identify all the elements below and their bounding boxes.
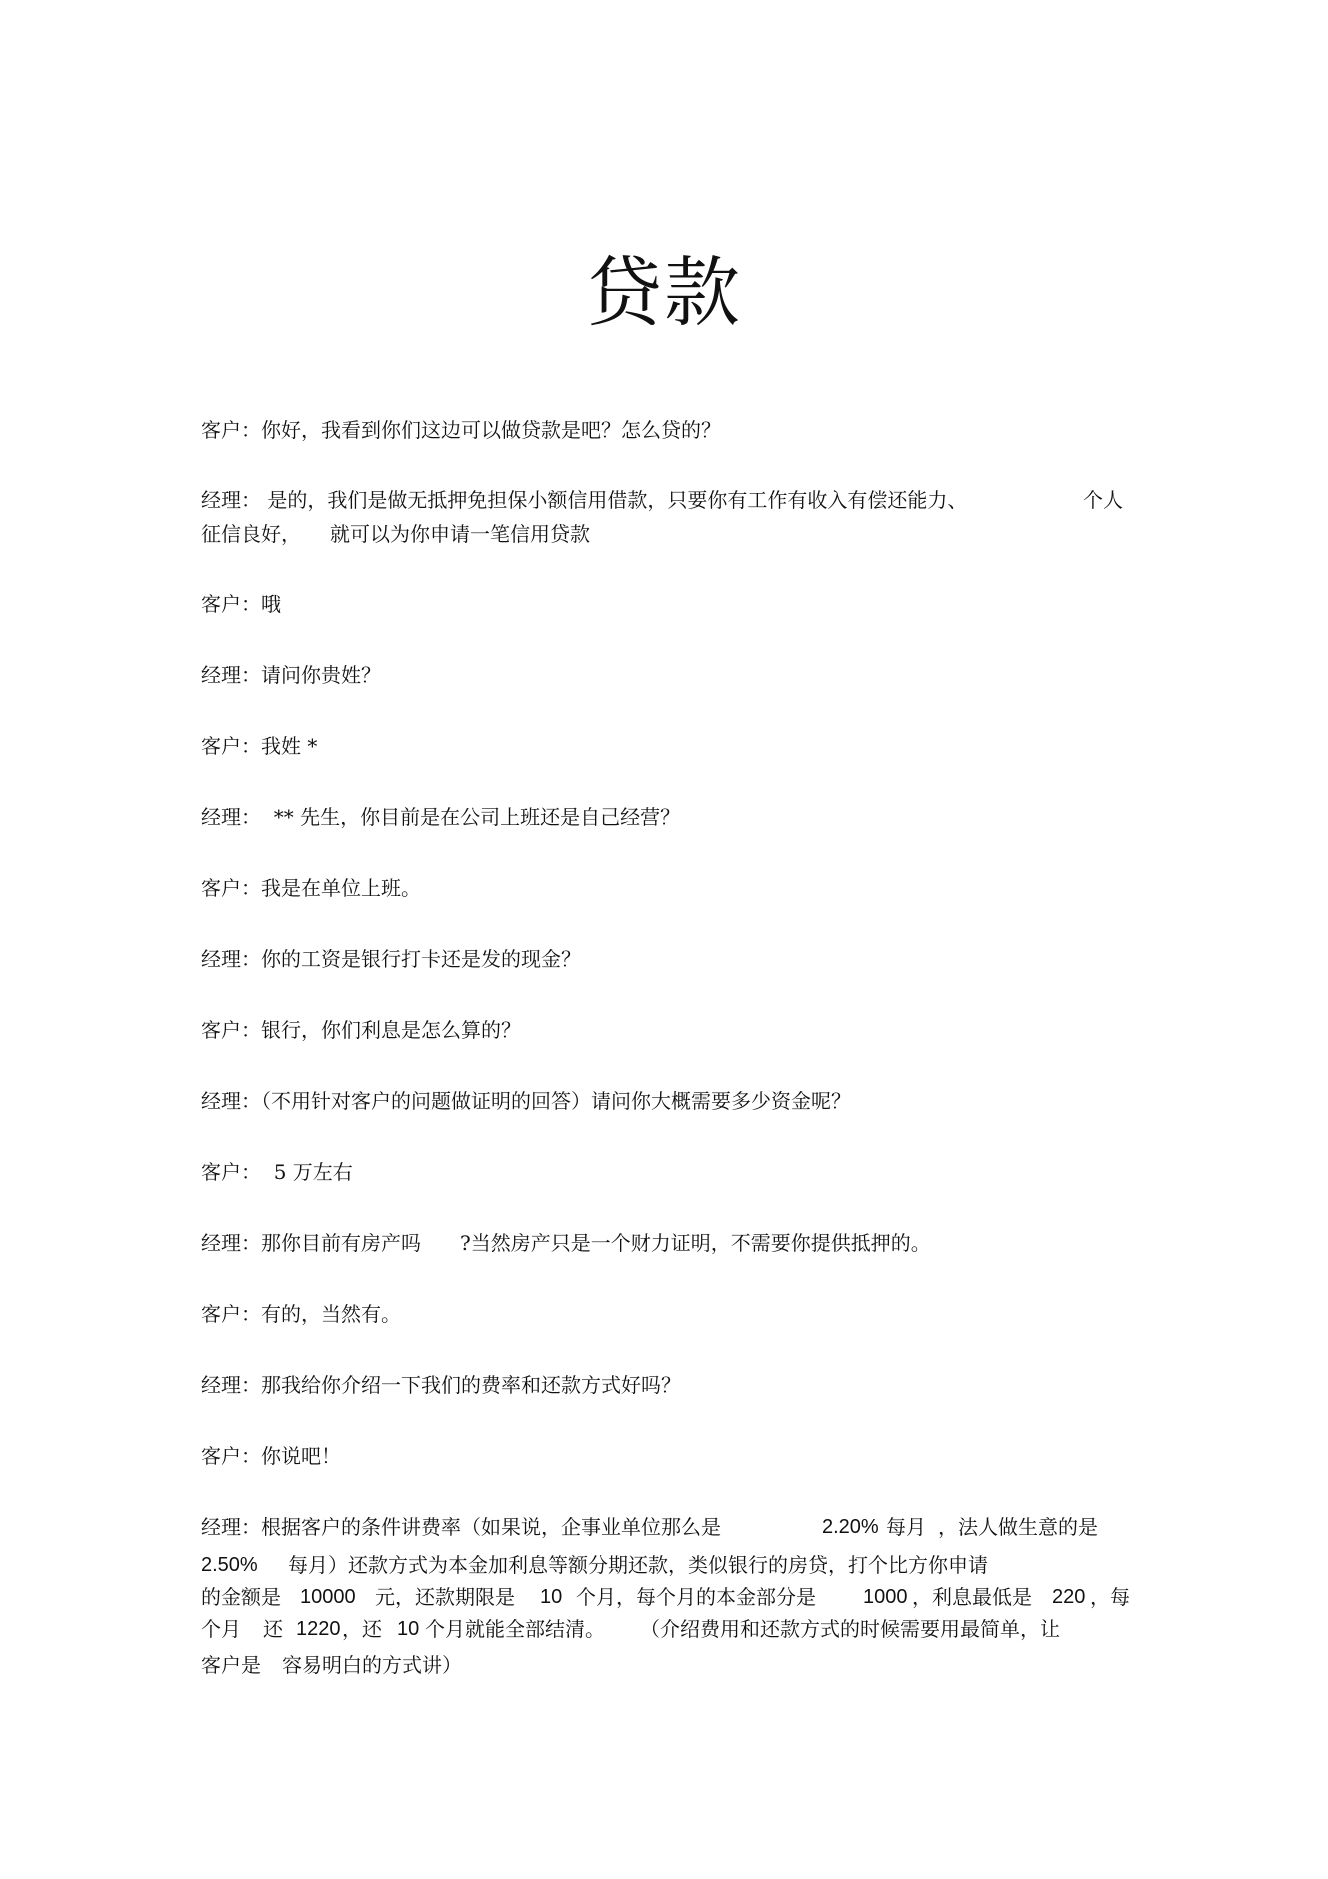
dialogue-line: 经理： 是的，我们是做无抵押免担保小额信用借款，只要你有工作有收入有偿还能力、: [201, 488, 968, 512]
dialogue-text-continued: 容易明白的方式讲）: [282, 1653, 462, 1677]
dialogue-text-continued: ，法人做生意的是: [938, 1515, 1098, 1539]
dialogue-text: 我是在单位上班。: [261, 876, 421, 900]
rate-value: 2.20%: [822, 1516, 879, 1538]
dialogue-text-continued: ，还: [342, 1617, 382, 1641]
dialogue-line: 客户：银行，你们利息是怎么算的？: [201, 1018, 521, 1042]
dialogue-text-continued: （介绍费用和还款方式的时候需要用最简单，让: [640, 1617, 1060, 1641]
dialogue-text-continued: 元，还款期限是: [375, 1585, 515, 1609]
dialogue-text-continued: 就可以为你申请一笔信用贷款: [330, 522, 590, 546]
speaker-label: 经理: [201, 663, 241, 687]
speaker-label: 客户: [201, 592, 241, 616]
dialogue-text-continued: ，每: [1090, 1585, 1130, 1609]
dialogue-line: 客户：有的，当然有。: [201, 1302, 401, 1326]
dialogue-text-continued: ，利息最低是: [912, 1585, 1032, 1609]
dialogue-text-continued: 个人: [1083, 488, 1123, 512]
speaker-label: 客户: [201, 1302, 241, 1326]
speaker-label: 经理: [201, 1231, 241, 1255]
dialogue-text: （不用针对客户的问题做证明的回答）请问你大概需要多少资金呢？: [261, 1089, 851, 1113]
speaker-label: 经理: [201, 488, 241, 512]
speaker-label: 经理: [201, 805, 241, 829]
dialogue-text: 你说吧！: [261, 1444, 341, 1468]
speaker-label: 经理: [201, 947, 241, 971]
speaker-label: 客户: [201, 1160, 241, 1184]
speaker-label: 客户: [201, 418, 241, 442]
dialogue-text: 有的，当然有。: [261, 1302, 401, 1326]
dialogue-line: 经理：那我给你介绍一下我们的费率和还款方式好吗？: [201, 1373, 681, 1397]
dialogue-line: 客户：我是在单位上班。: [201, 876, 421, 900]
dialogue-text: 我姓 *: [261, 734, 318, 758]
dialogue-text: 那我给你介绍一下我们的费率和还款方式好吗？: [261, 1373, 681, 1397]
dialogue-line: 客户：你好，我看到你们这边可以做贷款是吧？怎么贷的？: [201, 418, 721, 442]
dialogue-text: 请问你贵姓？: [261, 663, 381, 687]
amount-value: 10000: [300, 1586, 356, 1608]
dialogue-text: 那你目前有房产吗: [261, 1231, 421, 1255]
interest-value: 220: [1052, 1586, 1086, 1608]
document-title: 贷款: [586, 248, 742, 337]
dialogue-text-continued: ?当然房产只是一个财力证明，不需要你提供抵押的。: [460, 1231, 931, 1255]
principal-value: 1000: [863, 1586, 908, 1608]
dialogue-text-continued: 每月）还款方式为本金加利息等额分期还款，类似银行的房贷，打个比方你申请: [288, 1553, 988, 1577]
monthly-payment-value: 1220: [296, 1618, 341, 1640]
dialogue-text: ** 先生，你目前是在公司上班还是自己经营？: [261, 805, 681, 829]
speaker-label: 客户: [201, 1444, 241, 1468]
dialogue-text: 你好，我看到你们这边可以做贷款是吧？怎么贷的？: [261, 418, 721, 442]
dialogue-line: 客户： 5 万左右: [201, 1160, 353, 1184]
dialogue-text-continued: 还: [263, 1617, 283, 1641]
dialogue-text-continued: 的金额是: [201, 1585, 281, 1609]
dialogue-line: 经理：你的工资是银行打卡还是发的现金？: [201, 947, 581, 971]
dialogue-line: 客户：你说吧！: [201, 1444, 341, 1468]
dialogue-line: 经理： ** 先生，你目前是在公司上班还是自己经营？: [201, 805, 681, 829]
dialogue-text-continued: 征信良好，: [201, 522, 301, 546]
dialogue-line: 客户：哦: [201, 592, 281, 616]
speaker-label: 客户: [201, 734, 241, 758]
dialogue-text: 5 万左右: [261, 1160, 353, 1184]
dialogue-line: 经理：根据客户的条件讲费率（如果说，企事业单位那么是: [201, 1515, 721, 1539]
speaker-label: 经理: [201, 1373, 241, 1397]
speaker-label: 客户: [201, 1018, 241, 1042]
speaker-label: 经理: [201, 1089, 241, 1113]
dialogue-text: 根据客户的条件讲费率（如果说，企事业单位那么是: [261, 1515, 721, 1539]
dialogue-text: 哦: [261, 592, 281, 616]
term-value: 10: [540, 1586, 563, 1608]
dialogue-text-continued: 个月，每个月的本金部分是: [576, 1585, 816, 1609]
term-value: 10: [397, 1618, 420, 1640]
dialogue-text-continued: 个月就能全部结清。: [425, 1617, 605, 1641]
dialogue-line: 经理：（不用针对客户的问题做证明的回答）请问你大概需要多少资金呢？: [201, 1089, 851, 1113]
rate-value: 2.50%: [201, 1554, 258, 1576]
speaker-label: 经理: [201, 1515, 241, 1539]
dialogue-text-continued: 个月: [201, 1617, 241, 1641]
dialogue-text: 你的工资是银行打卡还是发的现金？: [261, 947, 581, 971]
dialogue-line: 经理：那你目前有房产吗: [201, 1231, 421, 1255]
dialogue-text: 银行，你们利息是怎么算的？: [261, 1018, 521, 1042]
dialogue-text: 是的，我们是做无抵押免担保小额信用借款，只要你有工作有收入有偿还能力、: [261, 488, 968, 512]
dialogue-line: 经理：请问你贵姓？: [201, 663, 381, 687]
dialogue-text-continued: 客户是: [201, 1653, 261, 1677]
dialogue-line: 客户：我姓 *: [201, 734, 318, 758]
dialogue-text-continued: 每月: [886, 1515, 926, 1539]
speaker-label: 客户: [201, 876, 241, 900]
